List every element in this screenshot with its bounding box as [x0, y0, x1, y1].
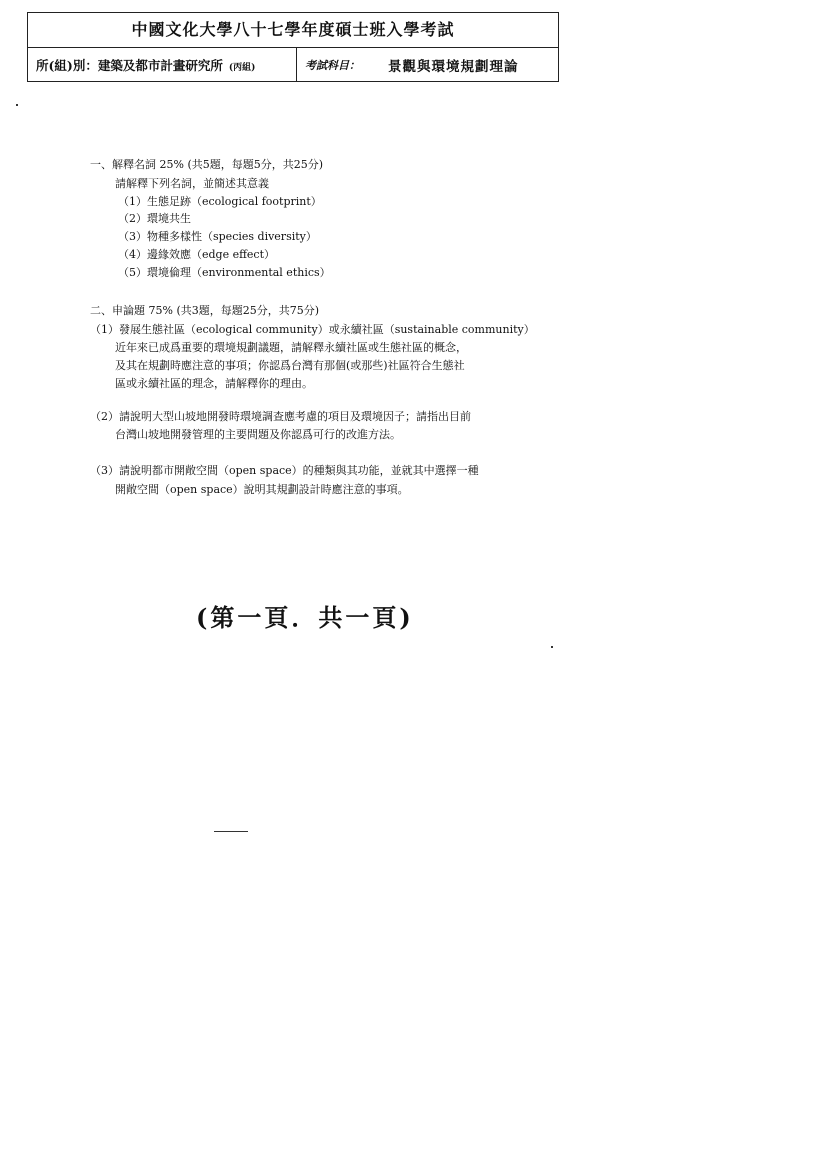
section1-item: （1）生態足跡（ecological footprint）: [118, 195, 322, 208]
department-label: 所(組)別：建築及都市計畫研究所: [36, 58, 223, 73]
question-1-line: 區或永續社區的理念，請解釋你的理由。: [115, 377, 313, 390]
question-1-line: （1）發展生態社區（ecological community）或永續社區（sustainable community）: [90, 323, 535, 336]
header-divider: [296, 47, 297, 81]
section1-item: （3）物種多樣性（species diversity）: [118, 230, 317, 243]
section1-instruction: 請解釋下列名詞，並簡述其意義: [115, 177, 269, 190]
scan-speck: [551, 646, 553, 648]
subject-value: 景觀與環境規劃理論: [388, 59, 519, 75]
page-indicator: (第一頁．共一頁): [196, 603, 414, 632]
section1-title: 一、解釋名詞 25% (共5題，每題5分，共25分): [90, 158, 324, 171]
exam-title: 中國文化大學八十七學年度碩士班入學考試: [28, 13, 558, 48]
scan-speck: [16, 104, 18, 106]
section1-item: （2）環境共生: [118, 212, 191, 225]
exam-header: [27, 12, 559, 82]
department: [36, 56, 255, 74]
question-3-line: （3）請說明都市開敞空間（open space）的種類與其功能，並就其中選擇一種: [90, 464, 479, 477]
section1-item: （4）邊緣效應（edge effect）: [118, 248, 276, 261]
header-info-row: [28, 47, 558, 81]
section2-title: 二、申論題 75% (共3題，每題25分，共75分): [90, 304, 320, 317]
question-2-line: 台灣山坡地開發管理的主要問題及你認爲可行的改進方法。: [115, 428, 401, 441]
question-1-line: 近年來已成爲重要的環境規劃議題，請解釋永續社區或生態社區的概念，: [115, 341, 467, 354]
scan-speck: [214, 831, 248, 832]
section1-item: （5）環境倫理（environmental ethics）: [118, 266, 331, 279]
question-2-line: （2）請說明大型山坡地開發時環境調查應考慮的項目及環境因子；請指出目前: [90, 410, 471, 423]
question-1-line: 及其在規劃時應注意的事項；你認爲台灣有那個(或那些)社區符合生態社: [115, 359, 465, 372]
department-group: (丙組): [228, 63, 256, 73]
question-3-line: 開敞空間（open space）說明其規劃設計時應注意的事項。: [115, 483, 409, 496]
subject-label: 考試科目：: [305, 59, 360, 72]
